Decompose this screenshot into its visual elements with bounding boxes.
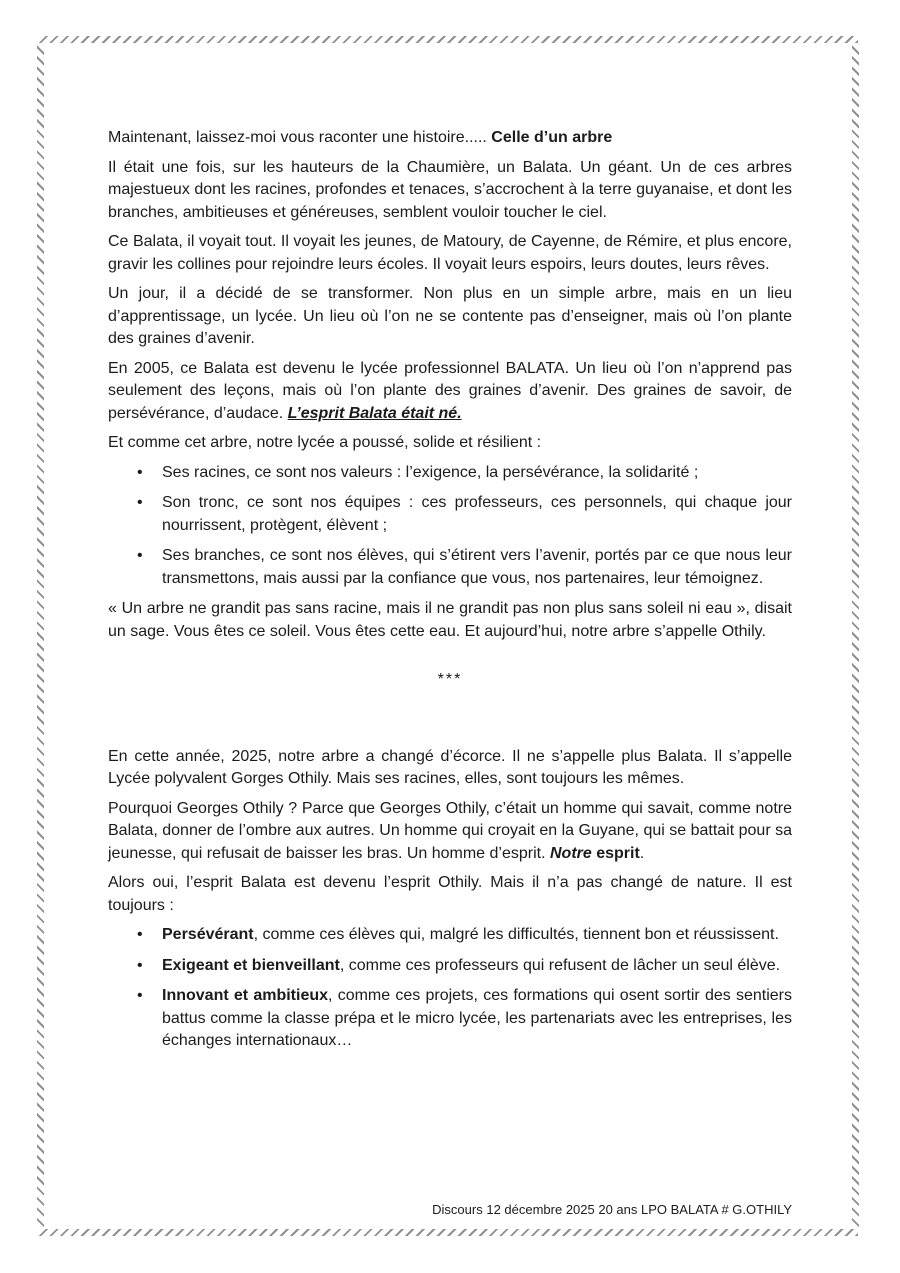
list-item: • Ses branches, ce sont nos élèves, qui s’étirent vers l’avenir, portés par ce que nous leur transmettons, mais aussi par la confiance que vous, nos partenaires, leur témoignez.	[108, 545, 792, 590]
text-run: .	[639, 844, 645, 862]
paragraph-citation-sage: « Un arbre ne grandit pas sans racine, mais il ne grandit pas non plus sans soleil ni eau », disait un sage. Vous êtes ce soleil. Vous êtes cette eau. Et aujourd’hui, notre arbre s’appelle Othily.	[108, 600, 792, 640]
emphasis-run: Exigeant et bienveillant	[162, 956, 340, 974]
paragraph-intro	[108, 127, 792, 150]
decorative-border-left-icon	[37, 44, 44, 1228]
list-item	[108, 924, 792, 947]
text-run: Maintenant, laissez-moi vous raconter une histoire.....	[108, 129, 492, 146]
section-divider: ***	[437, 671, 463, 688]
decorative-border-top-icon	[38, 36, 858, 43]
text-run: Pourquoi Georges Othily ? Parce que Georges Othily, c’était un homme qui savait, comme notre Balata, donner de l’ombre aux autres. Un homme qui croyait en la Guyane, qui se battait pour sa jeunesse, qui refusait de baisser les bras. Un homme d’esprit.	[108, 799, 792, 862]
text-run: , comme ces projets, ces formations qui osent sortir des sentiers battus comme la classe prépa et le micro lycée, les partenariats avec les entreprises, les échanges internationaux…	[162, 987, 792, 1049]
list-esprit	[108, 924, 792, 1053]
decorative-border-right-icon	[852, 44, 859, 1228]
list-arbre	[108, 462, 792, 591]
list-item: • Ses racines, ce sont nos valeurs : l’exigence, la persévérance, la solidarité ;	[108, 462, 792, 485]
text-run: , comme ces professeurs qui refusent de lâcher un seul élève.	[339, 956, 781, 974]
list-item: • Son tronc, ce sont nos équipes : ces professeurs, ces personnels, qui chaque jour nourrissent, protègent, élèvent ;	[108, 492, 792, 537]
list-item	[108, 985, 792, 1053]
paragraph-alors-oui: Alors oui, l’esprit Balata est devenu l’esprit Othily. Mais il n’a pas changé de nature. Il est toujours :	[108, 874, 792, 914]
emphasis-run: Celle d’un arbre	[491, 129, 613, 146]
paragraph-un-jour: Un jour, il a décidé de se transformer. Non plus en un simple arbre, mais en un lieu d’apprentissage, un lycée. Un lieu où l’on ne se contente pas d’enseigner, mais où l’on plante des graines d’avenir.	[108, 285, 792, 347]
paragraph-annee-2025: En cette année, 2025, notre arbre a changé d’écorce. Il ne s’appelle plus Balata. Il s’appelle Lycée polyvalent Gorges Othily. Mais ses racines, elles, sont toujours les mêmes.	[108, 747, 792, 787]
emphasis-run: Innovant et ambitieux	[162, 987, 329, 1004]
emphasis-run-esprit: esprit	[591, 844, 640, 862]
paragraph-balata-voyait: Ce Balata, il voyait tout. Il voyait les jeunes, de Matoury, de Cayenne, de Rémire, et plus encore, gravir les collines pour rejoindre leurs écoles. Il voyait leurs espoirs, leurs doutes, leurs rêves.	[108, 233, 792, 273]
list-item	[108, 955, 792, 978]
paragraph-arbre-pousse: Et comme cet arbre, notre lycée a poussé, solide et résilient :	[108, 434, 542, 451]
text-run: , comme ces élèves qui, malgré les difficultés, tiennent bon et réussissent.	[253, 926, 779, 943]
paragraph-once-upon-a-time: Il était une fois, sur les hauteurs de la Chaumière, un Balata. Un géant. Un de ces arbres majestueux dont les racines, profondes et tenaces, s’accrochent à la terre guyanaise, et dont les branches, ambitieuses et généreuses, semblent vouloir toucher le ciel.	[108, 158, 792, 221]
paragraph-en-2005	[108, 358, 792, 426]
document-body	[108, 127, 792, 1061]
emphasis-run-notre: Notre	[550, 844, 592, 862]
footer-note: Discours 12 décembre 2025 20 ans LPO BALATA # G.OTHILY	[432, 1202, 792, 1217]
emphasis-run-esprit-balata: L’esprit Balata était né.	[287, 404, 462, 422]
paragraph-pourquoi-othily	[108, 798, 792, 866]
emphasis-run: Persévérant	[162, 926, 254, 943]
decorative-border-bottom-icon	[38, 1229, 858, 1236]
text-run: En 2005, ce Balata est devenu le lycée professionnel BALATA. Un lieu où l’on n’apprend pas seulement des leçons, mais où l’on plante des graines d’avenir. Des graines de savoir, de persévérance, d’audace.	[108, 359, 792, 422]
